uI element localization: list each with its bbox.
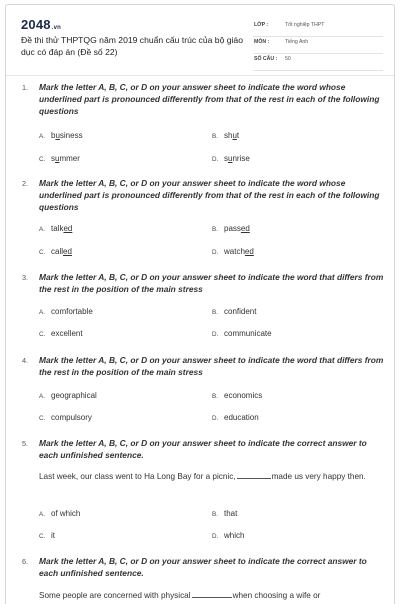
question-instruction: Mark the letter A, B, C, or D on your answer sheet to indicate the word that differs from the rest in the position of the main stress — [39, 355, 384, 377]
option-d[interactable]: D. communicate — [212, 329, 272, 338]
question-instruction: Mark the letter A, B, C, or D on your answer sheet to indicate the word whose underlined part is pronounced differently from that of the rest in each of the following questions — [39, 178, 380, 212]
question-instruction: Mark the letter A, B, C, or D on your answer sheet to indicate the correct answer to each unfinished sentence. — [39, 438, 367, 460]
option-b[interactable]: B. confident — [212, 307, 257, 316]
document-meta — [253, 20, 383, 71]
option-a[interactable]: A. business — [39, 131, 83, 140]
option-c[interactable]: C. summer — [39, 154, 80, 163]
question-sentence: Last week, our class went to Ha Long Bay for a picnic, made us very happy then. — [39, 472, 366, 481]
option-a[interactable]: A. geographical — [39, 391, 97, 400]
option-d[interactable]: D. education — [212, 413, 259, 422]
question-number: 5. — [22, 439, 29, 448]
option-c[interactable]: C. it — [39, 531, 55, 540]
option-a[interactable]: A. of which — [39, 509, 81, 518]
question-instruction: Mark the letter A, B, C, or D on your answer sheet to indicate the word that differs from the rest in the position of the main stress — [39, 272, 384, 294]
question-sentence: Some people are concerned with physical when choosing a wife or — [39, 591, 321, 600]
question-number: 6. — [22, 557, 29, 566]
option-d[interactable]: D. sunrise — [212, 154, 250, 163]
question-instruction: Mark the letter A, B, C, or D on your answer sheet to indicate the correct answer to each unfinished sentence. — [39, 556, 367, 578]
question-number: 2. — [22, 179, 29, 188]
document-page — [5, 4, 395, 604]
answer-blank — [192, 590, 232, 598]
header-divider — [6, 75, 394, 76]
question-number: 3. — [22, 273, 29, 282]
question-instruction: Mark the letter A, B, C, or D on your answer sheet to indicate the word whose underlined part is pronounced differently from that of the rest in each of the following questions — [39, 82, 380, 116]
option-b[interactable]: B. that — [212, 509, 238, 518]
meta-row-subject: MÔN : Tiếng Anh — [253, 37, 383, 54]
document-header — [6, 5, 394, 67]
answer-blank — [237, 471, 271, 479]
site-logo[interactable]: 2048.vn — [21, 17, 62, 32]
option-d[interactable]: D. which — [212, 531, 245, 540]
option-b[interactable]: B. shut — [212, 131, 240, 140]
option-a[interactable]: A. talked — [39, 224, 73, 233]
option-c[interactable]: C. called — [39, 247, 72, 256]
document-title: Đề thi thử THPTQG năm 2019 chuẩn cấu trúc của bộ giáo dục có đáp án (Đề số 22) — [21, 35, 243, 57]
option-a[interactable]: A. comfortable — [39, 307, 93, 316]
option-d[interactable]: D. watched — [212, 247, 254, 256]
question-number: 4. — [22, 356, 29, 365]
meta-row-class: LỚP : Tốt nghiệp THPT — [253, 20, 383, 37]
option-c[interactable]: C. compulsory — [39, 413, 92, 422]
option-b[interactable]: B. economics — [212, 391, 263, 400]
option-b[interactable]: B. passed — [212, 224, 250, 233]
meta-row-question-count: SỐ CÂU : 50 — [253, 54, 383, 71]
question-number: 1. — [22, 83, 29, 92]
option-c[interactable]: C. excellent — [39, 329, 83, 338]
